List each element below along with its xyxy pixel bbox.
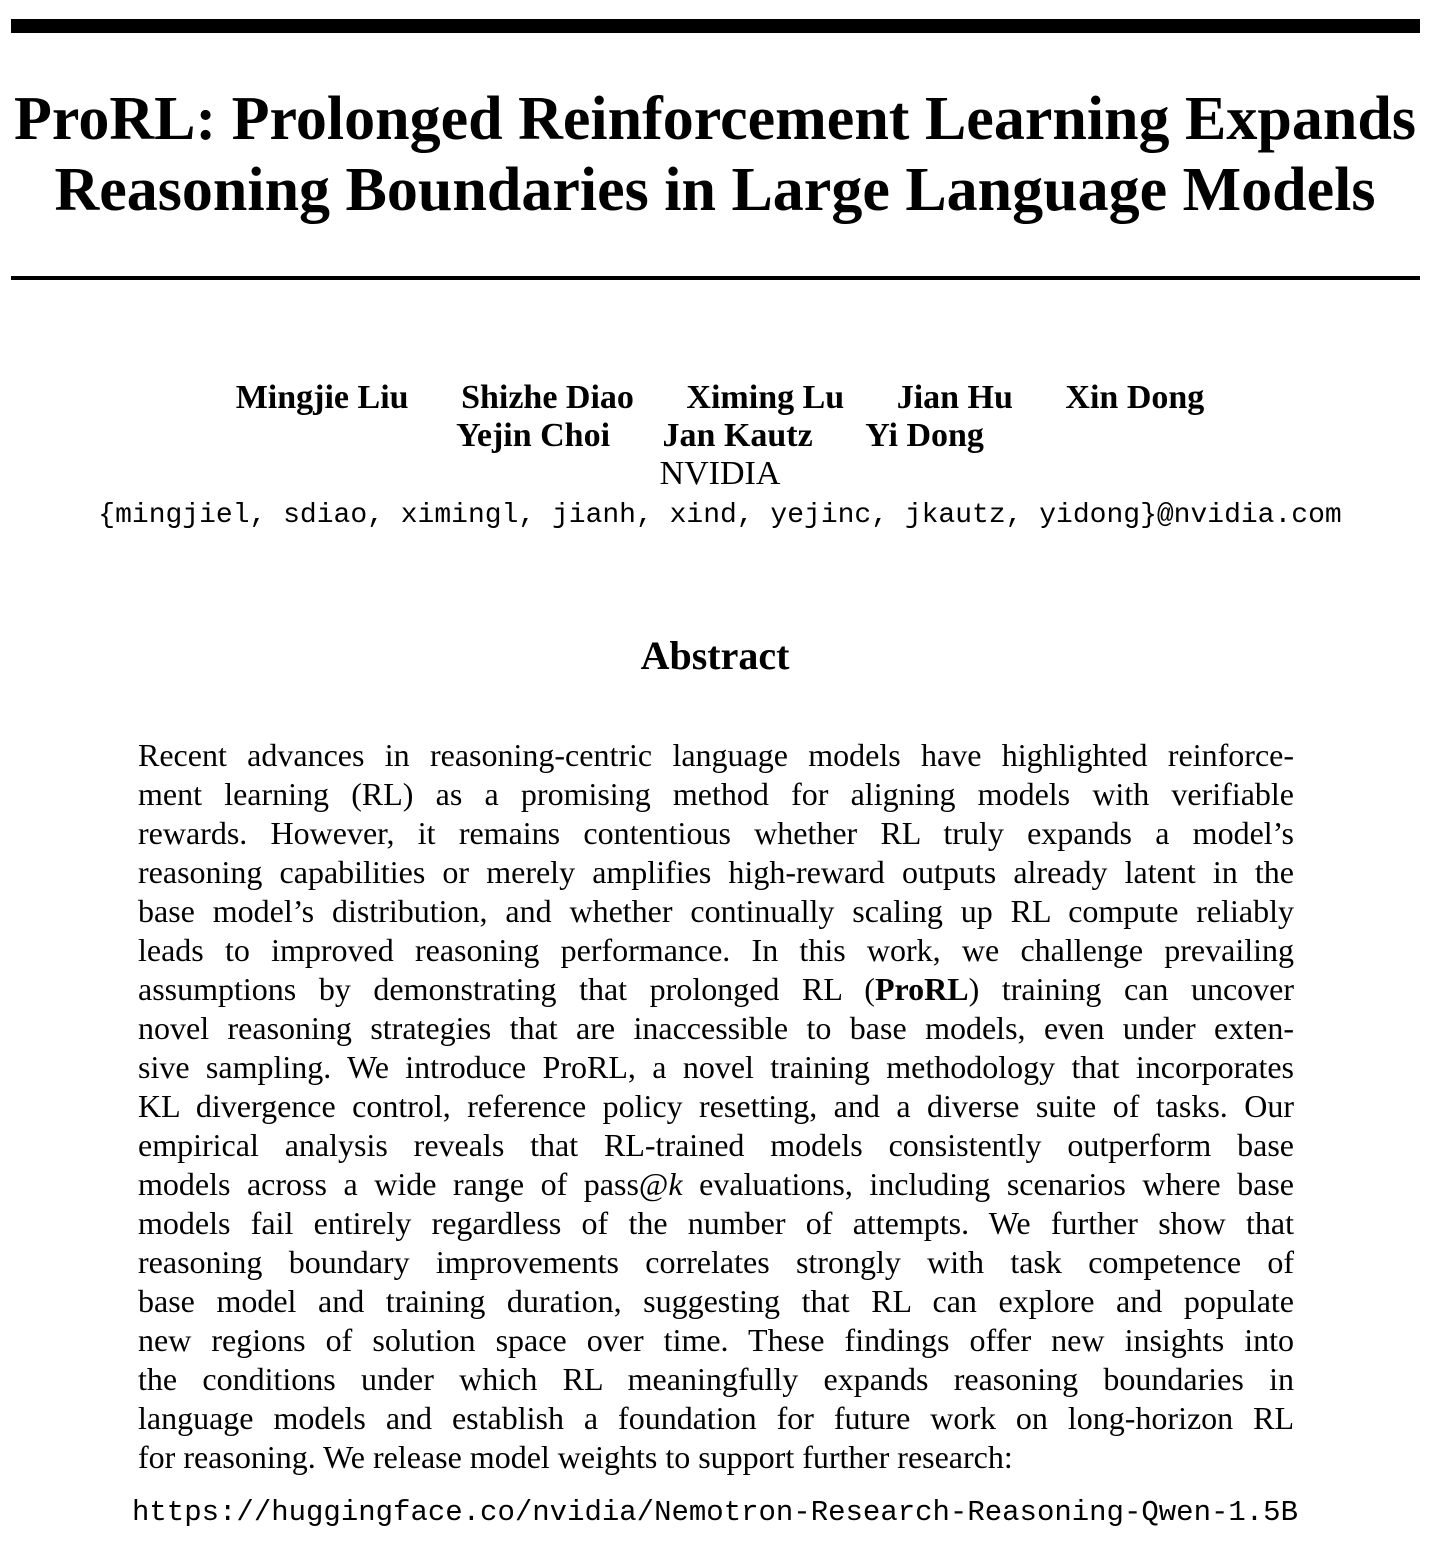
title-line-2: Reasoning Boundaries in Large Language Models — [54, 156, 1376, 224]
abstract-line: rewards. However, it remains contentious whether RL truly expands a model’s — [138, 815, 1294, 851]
author-emails: {mingjiel, sdiao, ximingl, jianh, xind, yejinc, jkautz, yidong}@nvidia.com — [98, 500, 1342, 531]
abstract-line: KL divergence control, reference policy resetting, and a diverse suite of tasks. Our — [138, 1088, 1294, 1124]
author-name: Yejin Choi — [456, 417, 611, 454]
abstract-line: base model and training duration, suggesting that RL can explore and populate — [138, 1283, 1294, 1319]
abstract-line: empirical analysis reveals that RL-trained models consistently outperform base — [138, 1127, 1294, 1163]
abstract-text: ) training can uncover — [968, 971, 1295, 1007]
author-name: Xin Dong — [1065, 379, 1205, 416]
author-name: Mingjie Liu — [235, 379, 409, 416]
abstract-line: base model’s distribution, and whether continually scaling up RL compute reliably — [138, 893, 1294, 929]
model-weights-link[interactable]: https://huggingface.co/nvidia/Nemotron-Research-Reasoning-Qwen-1.5B — [132, 1496, 1298, 1529]
prorl-emphasis: ProRL — [874, 971, 969, 1007]
abstract-line: for reasoning. We release model weights to support further research: — [138, 1439, 1013, 1475]
abstract-text: models across a wide range of pass@ — [138, 1166, 669, 1202]
author-name: Jan Kautz — [662, 417, 813, 454]
abstract-line: the conditions under which RL meaningfully expands reasoning boundaries in — [138, 1361, 1294, 1397]
abstract-line — [138, 970, 1294, 1009]
top-rule — [11, 19, 1420, 33]
abstract-body — [138, 736, 1294, 1477]
abstract-text: assumptions by demonstrating that prolonged RL ( — [138, 971, 875, 1007]
author-name: Shizhe Diao — [461, 379, 634, 416]
abstract-line: models fail entirely regardless of the number of attempts. We further show that — [138, 1205, 1294, 1241]
abstract-line — [138, 1165, 1294, 1204]
abstract-heading: Abstract — [640, 633, 790, 678]
affiliation: NVIDIA — [659, 455, 781, 492]
author-name: Jian Hu — [896, 379, 1013, 416]
abstract-line: leads to improved reasoning performance. In this work, we challenge prevailing — [138, 932, 1294, 968]
abstract-line: language models and establish a foundation for future work on long-horizon RL — [138, 1400, 1294, 1436]
abstract-line: Recent advances in reasoning-centric language models have highlighted reinforce- — [138, 737, 1294, 773]
math-k: k — [668, 1166, 683, 1202]
abstract-line: reasoning boundary improvements correlates strongly with task competence of — [138, 1244, 1294, 1280]
paper-title — [0, 84, 1430, 226]
abstract-line: sive sampling. We introduce ProRL, a novel training methodology that incorporates — [138, 1049, 1294, 1085]
author-list-row-1 — [0, 379, 1440, 417]
abstract-line: novel reasoning strategies that are inaccessible to base models, even under exten- — [138, 1010, 1294, 1046]
abstract-line: ment learning (RL) as a promising method for aligning models with verifiable — [138, 776, 1294, 812]
author-name: Yi Dong — [865, 417, 984, 454]
author-list-row-2 — [0, 417, 1440, 455]
abstract-line: new regions of solution space over time. These findings offer new insights into — [138, 1322, 1294, 1358]
title-line-1: ProRL: Prolonged Reinforcement Learning Expands — [14, 85, 1416, 153]
abstract-line: reasoning capabilities or merely amplifies high-reward outputs already latent in the — [138, 854, 1294, 890]
author-name: Ximing Lu — [686, 379, 845, 416]
bottom-rule — [11, 276, 1420, 280]
abstract-text: evaluations, including scenarios where base — [682, 1166, 1295, 1202]
